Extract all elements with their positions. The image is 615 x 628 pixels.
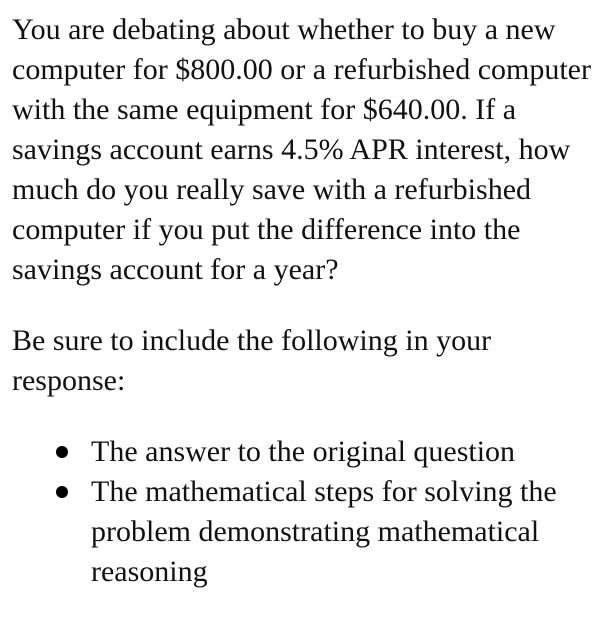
document-body xyxy=(12,10,610,592)
list-item xyxy=(12,432,610,472)
requirements-list xyxy=(12,432,610,592)
question-paragraph: You are debating about whether to buy a new computer for $800.00 or a refurbished computer with the same equipment for $640.00. If a savings account earns 4.5% APR interest, how much do you really save with a refurbished computer if you put the difference into the savings account for a year? xyxy=(12,13,591,286)
list-item-text: The answer to the original question xyxy=(91,435,516,468)
instructions-paragraph: Be sure to include the following in your response: xyxy=(12,324,492,397)
list-item-text: The mathematical steps for solving the problem demonstrating mathematical reasoning xyxy=(91,475,557,588)
bullet-icon xyxy=(56,446,68,458)
list-item xyxy=(12,472,610,592)
bullet-icon xyxy=(56,486,68,498)
